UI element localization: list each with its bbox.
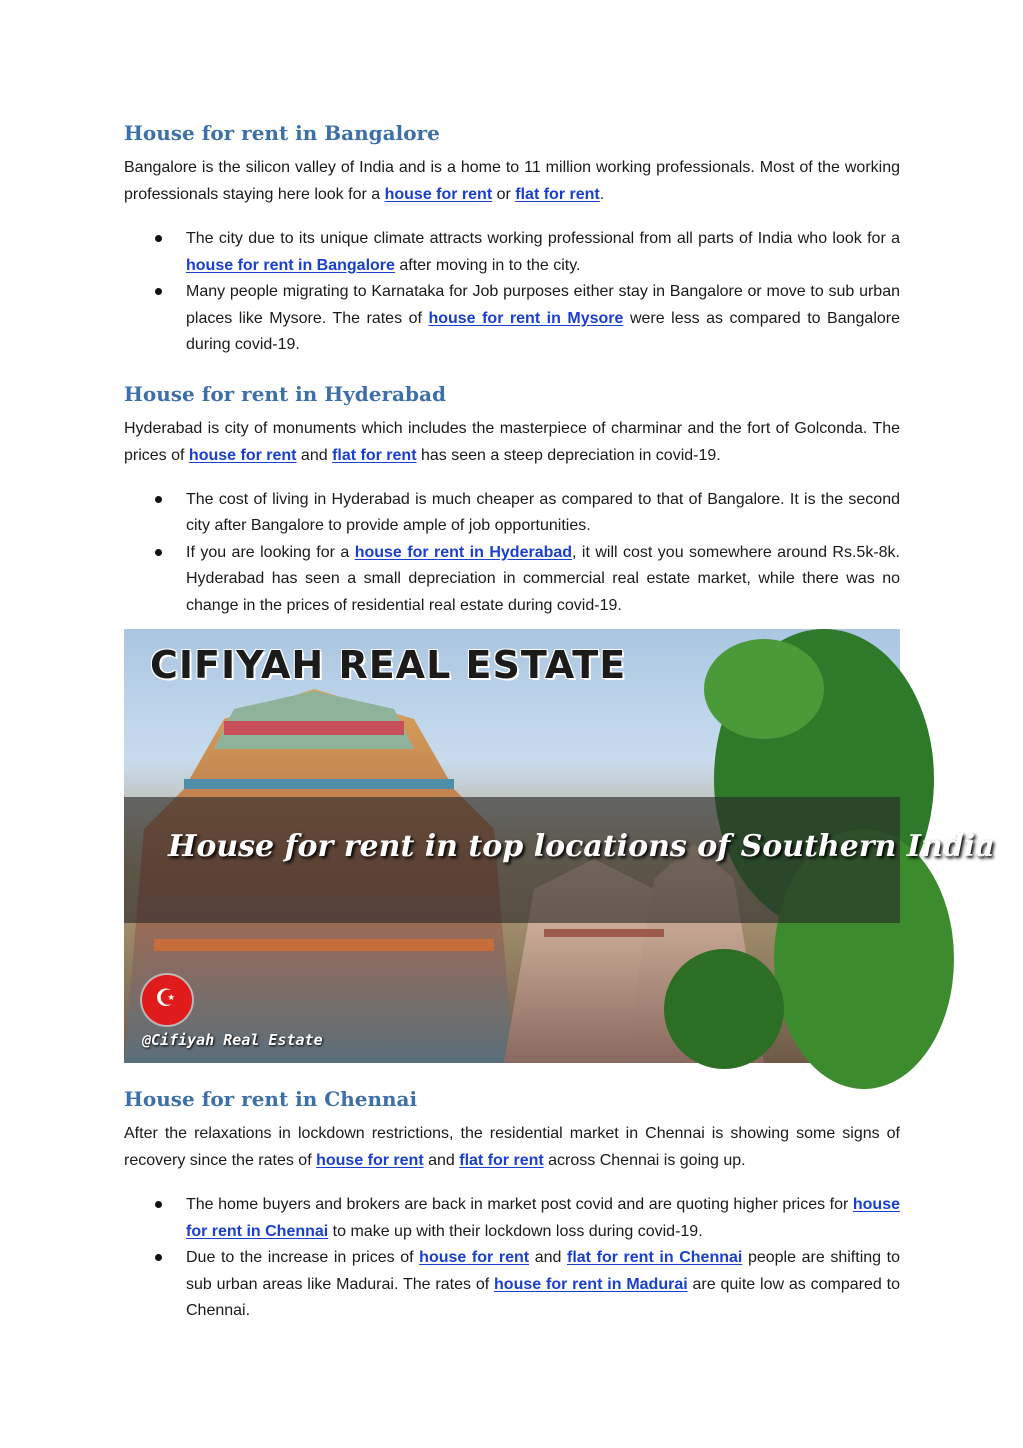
banner-title: CIFIYAH REAL ESTATE — [150, 643, 627, 687]
text-run: The cost of living in Hyderabad is much cheaper as compared to that of Bangalore. It is the second city after Bangalore to provide ample of job opportunities. — [186, 490, 900, 534]
text-run: people are shifting to sub urban areas like Madurai. The rates of — [186, 1249, 901, 1293]
flat-for-rent-link[interactable]: flat for rent — [515, 186, 600, 203]
house-for-rent-in-chennai-link[interactable]: house for rent in Chennai — [186, 1196, 900, 1240]
text-run: were less as compared to Bangalore during covid-19. — [186, 309, 900, 353]
bullet-list — [124, 487, 900, 620]
text-run: . — [599, 186, 605, 203]
house-for-rent-in-hyderabad-link[interactable]: house for rent in Hyderabad — [354, 543, 573, 561]
text-run: Bangalore is the silicon valley of India and is a home to 11 million working professionals. Most of the working professionals staying here look for a — [124, 159, 900, 203]
list-item — [124, 487, 900, 540]
bullet-icon — [155, 1201, 162, 1208]
bullet-icon — [155, 1254, 162, 1261]
banner-watermark: @Cifiyah Real Estate — [142, 1031, 323, 1049]
text-run: or — [492, 186, 516, 203]
list-item — [124, 1245, 900, 1325]
text-run: and — [529, 1249, 567, 1266]
house-for-rent-link[interactable]: house for rent — [316, 1152, 424, 1169]
section-paragraph — [124, 415, 900, 469]
text-run: has seen a steep depreciation in covid-19. — [416, 446, 721, 464]
text-run: The city due to its unique climate attracts working professional from all parts of India who look for a — [186, 230, 900, 247]
house-for-rent-in-mysore-link[interactable]: house for rent in Mysore — [428, 309, 624, 327]
section-heading: House for rent in Bangalore — [124, 121, 440, 145]
bullet-icon — [155, 549, 162, 556]
bullet-list — [124, 1192, 900, 1325]
section-heading: House for rent in Hyderabad — [124, 381, 446, 406]
flat-for-rent-link[interactable]: flat for rent — [332, 446, 417, 464]
text-run: across Chennai is going up. — [543, 1152, 746, 1169]
section-heading: House for rent in Chennai — [124, 1087, 418, 1111]
bullet-icon — [155, 235, 162, 242]
list-item — [124, 279, 900, 359]
list-item — [124, 1192, 900, 1245]
logo-icon: ☪ — [142, 975, 192, 1025]
list-item — [124, 226, 900, 279]
banner-subtitle: House for rent in top locations of Southern India — [168, 829, 995, 864]
text-run: are quite low as compared to Chennai. — [186, 1275, 901, 1319]
text-run: After the relaxations in lockdown restrictions, the residential market in Chennai is showing some signs of recovery since the rates of — [124, 1125, 900, 1169]
flat-for-rent-in-chennai-link[interactable]: flat for rent in Chennai — [567, 1249, 743, 1266]
text-run: after moving in to the city. — [394, 256, 581, 274]
section-hyderabad — [124, 379, 900, 620]
text-run: Many people migrating to Karnataka for Job purposes either stay in Bangalore or move to sub urban places like Mysore. The rates of — [186, 283, 900, 327]
section-chennai — [124, 1084, 900, 1325]
bullet-list — [124, 226, 900, 359]
section-paragraph — [124, 154, 900, 208]
text-run: Due to the increase in prices of — [186, 1249, 420, 1266]
house-for-rent-in-madurai-link[interactable]: house for rent in Madurai — [494, 1275, 688, 1293]
section-paragraph — [124, 1120, 900, 1174]
section-bangalore — [124, 118, 900, 359]
list-item — [124, 540, 900, 620]
house-for-rent-link[interactable]: house for rent — [188, 446, 297, 464]
bullet-icon — [155, 288, 162, 295]
text-run: and — [296, 446, 333, 464]
text-run: to make up with their lockdown loss during covid-19. — [328, 1222, 703, 1240]
text-run: , it will cost you somewhere around Rs.5k-8k. Hyderabad has seen a small depreciation in commercial real estate market, while there was no change in the prices of residential real estate during covid-19. — [186, 543, 900, 614]
house-for-rent-link[interactable]: house for rent — [384, 186, 493, 203]
banner-image — [124, 629, 995, 1063]
bullet-icon — [155, 496, 162, 503]
text-run: Hyderabad is city of monuments which includes the masterpiece of charminar and the fort of Golconda. The prices of — [124, 419, 900, 464]
text-run: If you are looking for a — [186, 543, 355, 561]
flat-for-rent-link[interactable]: flat for rent — [459, 1152, 544, 1169]
house-for-rent-link[interactable]: house for rent — [419, 1249, 530, 1266]
text-run: and — [423, 1152, 460, 1169]
text-run: The home buyers and brokers are back in market post covid and are quoting higher prices for — [186, 1196, 853, 1213]
house-for-rent-in-bangalore-link[interactable]: house for rent in Bangalore — [186, 256, 395, 274]
